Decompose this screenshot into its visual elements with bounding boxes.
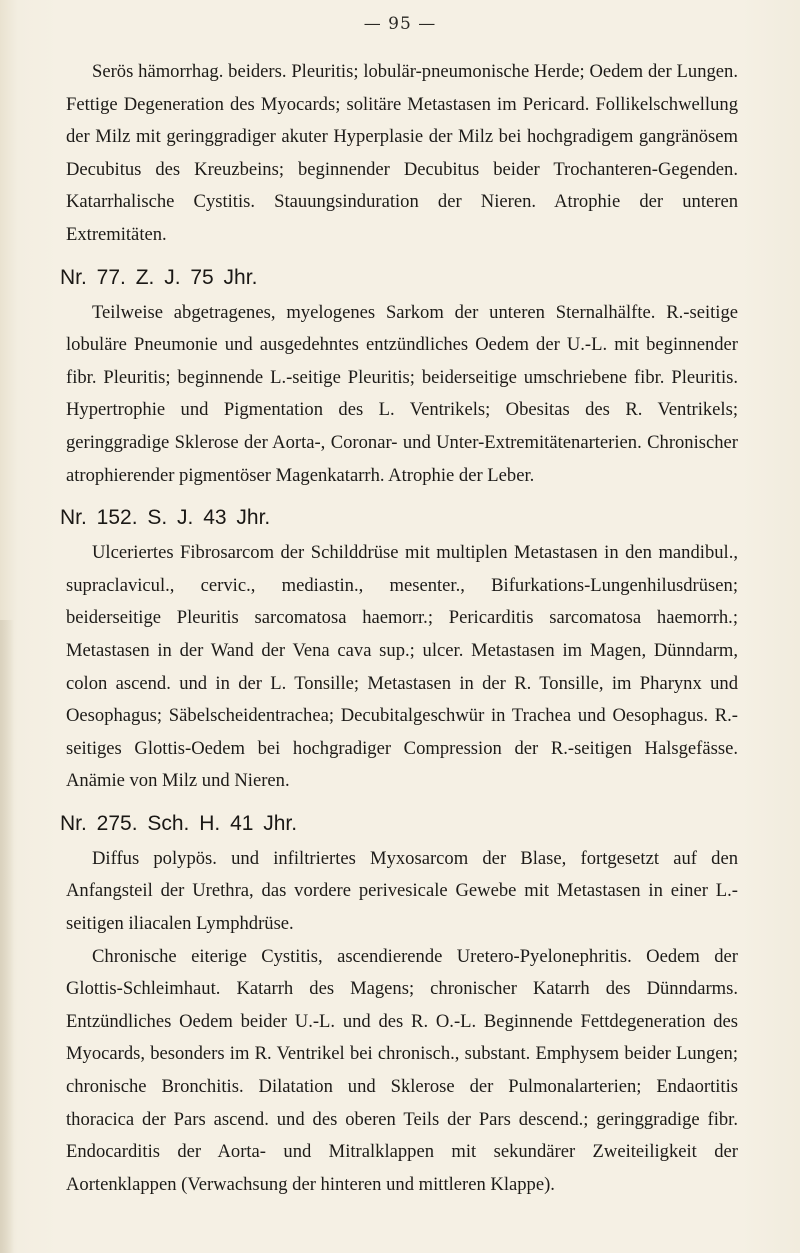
- paragraph: Serös hämorrhag. beiders. Pleuritis; lobulär-pneumonische Herde; Oedem der Lungen. Fettige Degeneration des Myocards; solitäre Metastasen im Pericard. Follikelschwellung der Milz mit geringgradiger akuter Hyperplasie der Milz bei hochgradigem gangränösem Decubitus des Kreuzbeins; beginnender Decubitus beider Trochanteren-Gegenden. Katarrhalische Cystitis. Stauungsinduration der Nieren. Atrophie der unteren Extremitäten.: [66, 61, 738, 245]
- case-heading: Nr. 77. Z. J. 75 Jhr.: [60, 265, 258, 289]
- page-content: [60, 56, 738, 1201]
- section-case-275: [60, 809, 738, 1202]
- paragraph: Teilweise abgetragenes, myelogenes Sarkom der unteren Sternalhälfte. R.-seitige lobuläre Pneumonie und ausgedehntes entzündliches Oedem der U.-L. mit beginnender fibr. Pleuritis; beginnende L.-seitige Pleuritis; beiderseitige umschriebene fibr. Pleuritis. Hypertrophie und Pigmentation des L. Ventrikels; Obesitas des R. Ventrikels; geringgradige Sklerose der Aorta-, Coronar- und Unter-Extremitätenarterien. Chronischer atrophierender pigmentöser Magenkatarrh. Atrophie der Leber.: [66, 301, 738, 486]
- section-case-152: [60, 503, 738, 798]
- page-number: — 95 —: [363, 14, 437, 34]
- section-continuation: [66, 56, 738, 252]
- case-heading: Nr. 275. Sch. H. 41 Jhr.: [60, 811, 298, 835]
- section-case-77: [60, 263, 738, 493]
- paragraph: Chronische eiterige Cystitis, ascendierende Uretero-Pyelonephritis. Oedem der Glottis-Schleimhaut. Katarrh des Magens; chronischer Katarrh des Dünndarms. Entzündliches Oedem beider U.-L. und des R. O.-L. Beginnende Fettdegeneration des Myocards, besonders im R. Ventrikel bei chronisch., substant. Emphysem beider Lungen; chronische Bronchitis. Dilatation und Sklerose der Pulmonalarterien; Endaortitis thoracica der Pars ascend. und des oberen Teils der Pars descend.; geringgradige fibr. Endocarditis der Aorta- und Mitralklappen mit sekundärer Zweiteiligkeit der Aortenklappen (Verwachsung der hinteren und mittleren Klappe).: [66, 945, 738, 1195]
- page-binding-shadow: [0, 620, 14, 1253]
- case-heading: Nr. 152. S. J. 43 Jhr.: [60, 506, 271, 530]
- paragraph: Diffus polypös. und infiltriertes Myxosarcom der Blase, fortgesetzt auf den Anfangsteil der Urethra, das vordere perivesicale Gewebe mit Metastasen in einer L.-seitigen iliacalen Lymphdrüse.: [66, 847, 738, 935]
- paragraph: Ulceriertes Fibrosarcom der Schilddrüse mit multiplen Metastasen in den mandibul., supraclavicul., cervic., mediastin., mesenter., Bifurkations-Lungenhilusdrüsen; beiderseitige Pleuritis sarcomatosa haemorr.; Pericarditis sarcomatosa haemorrh.; Metastasen in der Wand der Vena cava sup.; ulcer. Metastasen im Magen, Dünndarm, colon ascend. und in der L. Tonsille; Metastasen in der R. Tonsille, im Pharynx und Oesophagus; Säbelscheidentrachea; Decubitalgeschwür in Trachea und Oesophagus. R.-seitiges Glottis-Oedem bei hochgradiger Compression der R.-seitigen Halsgefässe. Anämie von Milz und Nieren.: [66, 542, 738, 792]
